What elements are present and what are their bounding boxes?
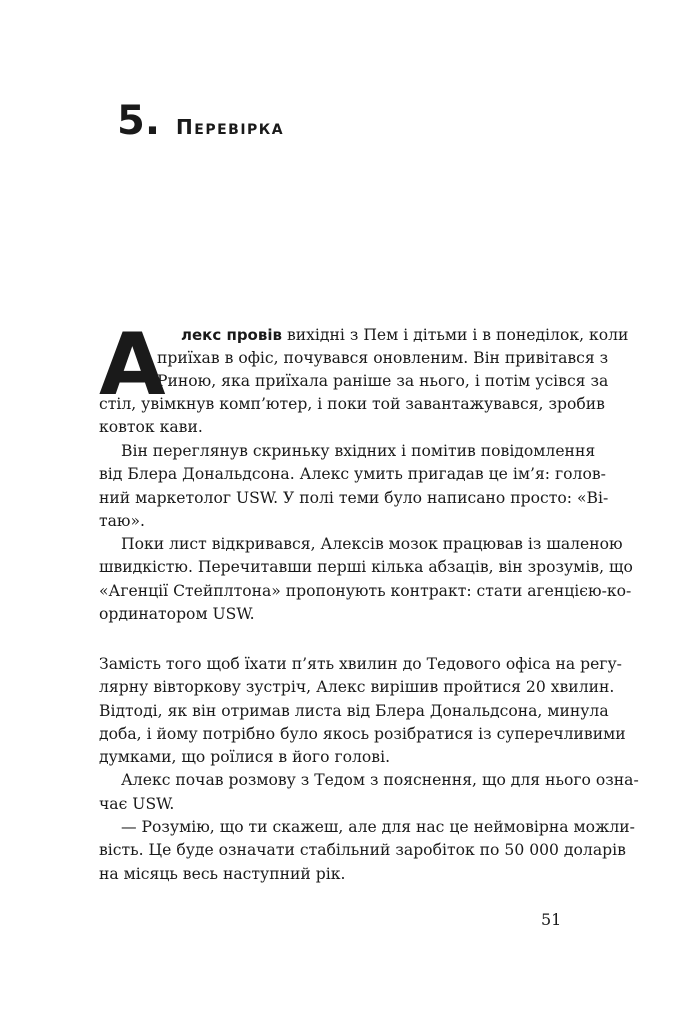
text-line: Поки лист відкривався, Алексів мозок працював із шаленою: [121, 535, 623, 554]
drop-cap: А: [99, 315, 166, 415]
text-line: вість. Це буде означати стабільний заробіток по 50 000 доларів: [99, 841, 626, 860]
chapter-heading: [117, 98, 284, 142]
text-line: Риною, яка приїхала раніше за нього, і потім усівся за: [157, 372, 609, 390]
text-line: ординатором USW.: [99, 605, 255, 624]
text-line: Алекс почав розмову з Тедом з пояснення, що для нього озна-: [121, 771, 639, 790]
text-line: приїхав в офіс, почувався оновленим. Він привітався з: [157, 349, 609, 367]
page-number: 51: [541, 910, 562, 929]
section-2: [99, 653, 639, 886]
text-line: Замість того щоб їхати п’ять хвилин до Тедового офіса на регу-: [99, 655, 622, 673]
chapter-title: Перевірка: [176, 115, 285, 139]
text-line: Він переглянув скриньку вхідних і помітив повідомлення: [121, 442, 596, 460]
text-line: швидкістю. Перечитавши перші кілька абзаців, він зрозумів, що: [99, 558, 633, 577]
text-line: Відтоді, як він отримав листа від Блера Дональдсона, минула: [99, 701, 609, 720]
paragraph-2: [99, 440, 633, 626]
text-line: чає USW.: [99, 794, 175, 813]
text-line: [181, 326, 629, 344]
text-line: стіл, увімкнув комп’ютер, і поки той завантажувався, зробив: [99, 395, 605, 413]
lead-in: лекс провів: [181, 326, 282, 344]
text-line: — Розумію, що ти скажеш, але для нас це неймовірна можли-: [121, 818, 635, 837]
text-line: ковток кави.: [99, 418, 203, 436]
text-line: від Блера Дональдсона. Алекс умить пригадав це ім’я: голов-: [99, 465, 606, 484]
text-line: «Агенції Стейплтона» пропонують контракт: стати агенцією-ко-: [99, 581, 632, 600]
chapter-number: 5.: [117, 98, 161, 144]
text-line: на місяць весь наступний рік.: [99, 864, 346, 883]
text-line: думками, що роїлися в його голові.: [99, 748, 391, 767]
opening-paragraph: [99, 315, 629, 442]
first-line-rest: вихідні з Пем і дітьми і в понеділок, коли: [286, 326, 629, 344]
text-line: ний маркетолог USW. У полі теми було написано просто: «Ві-: [99, 488, 609, 507]
text-line: лярну вівторкову зустріч, Алекс вирішив пройтися 20 хвилин.: [99, 678, 615, 697]
text-line: таю».: [99, 511, 145, 530]
text-line: доба, і йому потрібно було якось розібратися із суперечливими: [99, 724, 626, 743]
